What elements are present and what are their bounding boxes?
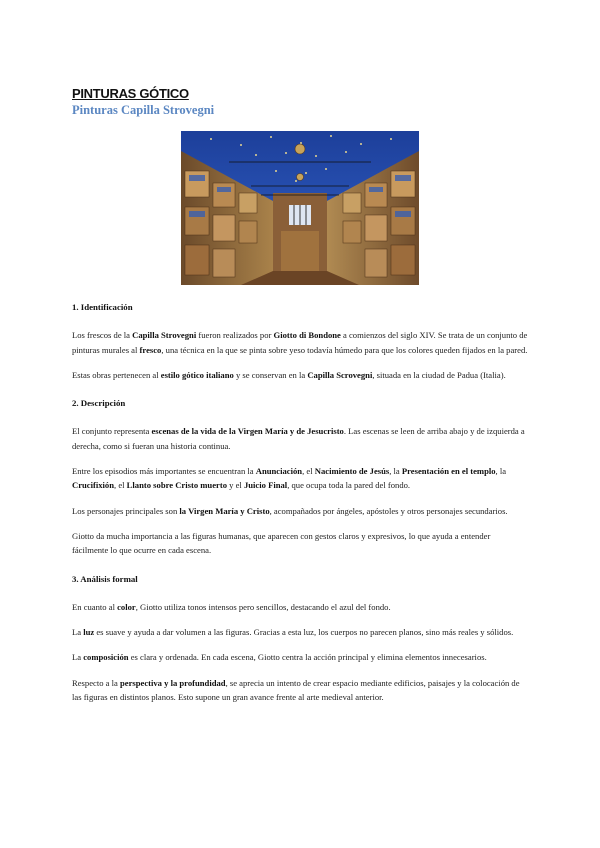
body-paragraph: Los frescos de la Capilla Strovegni fueron realizados por Giotto di Bondone a comienzos del siglo XIV. Se trata de un conjunto de pinturas murales al fresco, una técnica en la que se pinta sobre yeso todavía húmedo para que los colores queden fijados en la pared. — [72, 330, 528, 355]
chapel-fresco-image — [181, 131, 419, 285]
bold-term: Juicio Final — [243, 480, 288, 491]
bold-term: Capilla Strovegni — [132, 330, 197, 341]
bold-term: color — [117, 601, 136, 612]
section-heading: 3. Análisis formal — [72, 573, 138, 584]
bold-term: Presentación en el templo — [401, 466, 496, 477]
body-paragraph: En cuanto al color, Giotto utiliza tonos intensos pero sencillos, destacando el azul del fondo. — [72, 601, 391, 612]
document-title: PINTURAS GÓTICO — [72, 86, 189, 101]
bold-term: estilo gótico italiano — [160, 369, 234, 380]
bold-term: la Virgen María y Cristo — [179, 505, 270, 516]
bold-term: Giotto di Bondone — [273, 330, 341, 341]
body-paragraph: Los personajes principales son la Virgen María y Cristo, acompañados por ángeles, apóstoles y otros personajes secundarios. — [72, 505, 508, 516]
bold-term: Nacimiento de Jesús — [314, 466, 390, 477]
document-body — [72, 300, 528, 718]
section-heading: 1. Identificación — [72, 302, 133, 312]
section-heading: 2. Descripción — [72, 398, 126, 409]
body-paragraph: Entre los episodios más importantes se encuentran la Anunciación, el Nacimiento de Jesús, la Presentación en el templo, la Crucifixión, el Llanto sobre Cristo muerto y el Juicio Final, que ocupa toda la pared del fondo. — [72, 466, 507, 491]
document-subtitle: Pinturas Capilla Strovegni — [72, 103, 215, 117]
bold-term: Crucifixión — [72, 480, 115, 491]
bold-term: perspectiva y la profundidad — [119, 677, 226, 688]
bold-term: Capilla Scrovegni — [307, 369, 373, 380]
body-paragraph: Respecto a la perspectiva y la profundidad, se aprecia un intento de crear espacio mediante edificios, paisajes y la colocación de las figuras en distintos planos. Esto supone un gran avance frente al arte medieval anterior. — [72, 677, 520, 703]
bold-term: escenas de la vida de la Virgen María y de Jesucristo — [151, 426, 344, 437]
body-paragraph: Giotto da mucha importancia a las figuras humanas, que aparecen con gestos claros y expresivos, lo que ayuda a entender fácilmente lo que ocurre en cada escena. — [72, 530, 491, 556]
bold-term: Anunciación — [255, 466, 303, 477]
body-paragraph: La luz es suave y ayuda a dar volumen a las figuras. Gracias a esta luz, los cuerpos no parecen planos, sino más reales y sólidos. — [72, 627, 514, 638]
bold-term: fresco — [139, 344, 162, 355]
body-paragraph: La composición es clara y ordenada. En cada escena, Giotto centra la acción principal y elimina elementos innecesarios. — [72, 652, 487, 663]
body-paragraph: Estas obras pertenecen al estilo gótico italiano y se conservan en la Capilla Scrovegni, situada en la ciudad de Padua (Italia). — [72, 369, 506, 380]
bold-term: composición — [83, 652, 129, 663]
body-paragraph: El conjunto representa escenas de la vida de la Virgen María y de Jesucristo. Las escenas se leen de arriba abajo y de izquierda a derecha, como si fueran una historia continua. — [72, 426, 525, 451]
bold-term: luz — [83, 627, 95, 638]
bold-term: Llanto sobre Cristo muerto — [126, 480, 228, 491]
